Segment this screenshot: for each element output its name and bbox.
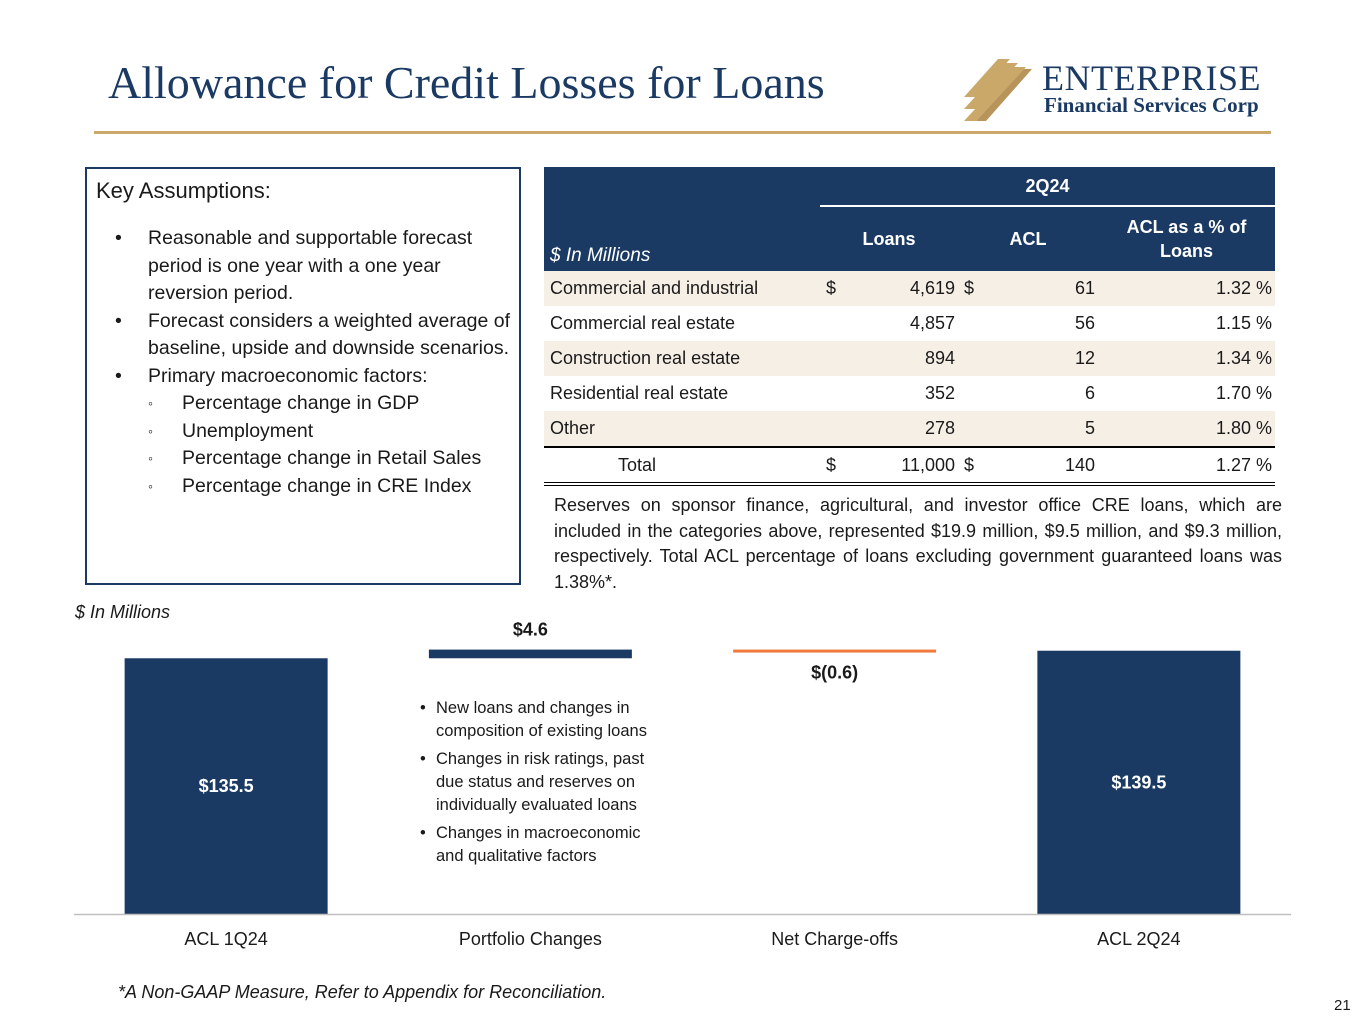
chart-units-label: $ In Millions [75,602,171,622]
assumption-item-label: Primary macroeconomic factors: [148,364,428,387]
row-category: Construction real estate [544,341,820,376]
acl-pct-value: 1.32 % [1098,271,1275,306]
footnote: *A Non-GAAP Measure, Refer to Appendix for Reconciliation. [118,982,607,1002]
macro-factor: ◦ Unemployment [148,418,513,446]
acl-value: 12 [984,341,1098,376]
acl-pct-value: 1.34 % [1098,341,1275,376]
column-header-loans: Loans [820,206,958,271]
acl-pct-value: 1.70 % [1215,383,1272,403]
driver-item: • New loans and changes in composition of existing loans [420,697,660,743]
acl-pct-value: 1.80 % [1098,411,1275,447]
macro-factor: ◦ Percentage change in GDP [148,390,513,418]
total-label: Total [544,447,820,484]
category-label: ACL 1Q24 [184,929,268,949]
logo-subtitle: Financial Services Corp [1044,93,1259,117]
column-header-acl-pct-label: ACL as a % of Loans [1126,217,1247,261]
logo-name: ENTERPRISE [1042,58,1262,98]
table-units-label: $ In Millions [544,167,820,271]
loans-value: 4,857 [909,313,955,333]
loans-value: 894 [846,341,958,376]
total-loans-value: 11,000 [846,447,958,484]
category-label: Net Charge-offs [771,929,898,949]
total-acl-pct-value: 1.27 % [1098,447,1275,484]
row-category: Other [544,411,820,447]
macro-factor: ◦ Percentage change in CRE Index [148,473,513,501]
portfolio-drivers-list [420,697,660,873]
driver-item: • Changes in risk ratings, past due status and reserves on individually evaluated loans [420,748,660,817]
bar-net-charge-offs [733,650,936,653]
page-number: 21 [1334,997,1351,1014]
driver-item: • Changes in macroeconomic and qualitative factors [420,822,660,868]
column-header-acl: ACL [958,206,1098,271]
row-category: Commercial and industrial [544,271,820,306]
category-label: Portfolio Changes [458,929,602,949]
acl-value: 56 [1074,313,1095,333]
acl-value: 61 [984,271,1098,306]
row-category: Commercial real estate [550,313,736,333]
data-label: $139.5 [1111,772,1167,793]
assumption-item: • Forecast considers a weighted average of baseline, upside and downside scenarios. [115,308,513,363]
acl-value: 6 [1084,383,1095,403]
acl-currency: $ [958,271,984,306]
row-category: Residential real estate [550,383,729,403]
loans-value: 352 [924,383,955,403]
macro-factor: ◦ Percentage change in Retail Sales [148,445,513,473]
total-acl-value: 140 [984,447,1098,484]
acl-value: 5 [984,411,1098,447]
total-acl-currency: $ [958,447,984,484]
table-period-header: 2Q24 [820,167,1275,206]
page-title: Allowance for Credit Losses for Loans [108,57,825,108]
data-label: $135.5 [198,776,254,797]
key-assumptions-heading: Key Assumptions: [96,178,271,203]
total-loans-currency: $ [820,447,846,484]
data-label: $4.6 [512,619,548,640]
loans-value: 278 [846,411,958,447]
data-label: $(0.6) [811,662,859,683]
loans-currency: $ [820,271,846,306]
bar-portfolio-changes [429,650,632,659]
acl-pct-value: 1.15 % [1215,313,1272,333]
category-label: ACL 2Q24 [1097,929,1181,949]
assumption-item: • Reasonable and supportable forecast period is one year with a one year reversion period. [115,225,513,308]
loans-value: 4,619 [846,271,958,306]
reserves-note: Reserves on sponsor finance, agricultural, and investor office CRE loans, which are included in the categories above, represented $19.9 million, $9.5 million, and $9.3 million, respectively. Total ACL percentage of loans excluding government guaranteed loans was 1.38%*. [554,495,1282,592]
